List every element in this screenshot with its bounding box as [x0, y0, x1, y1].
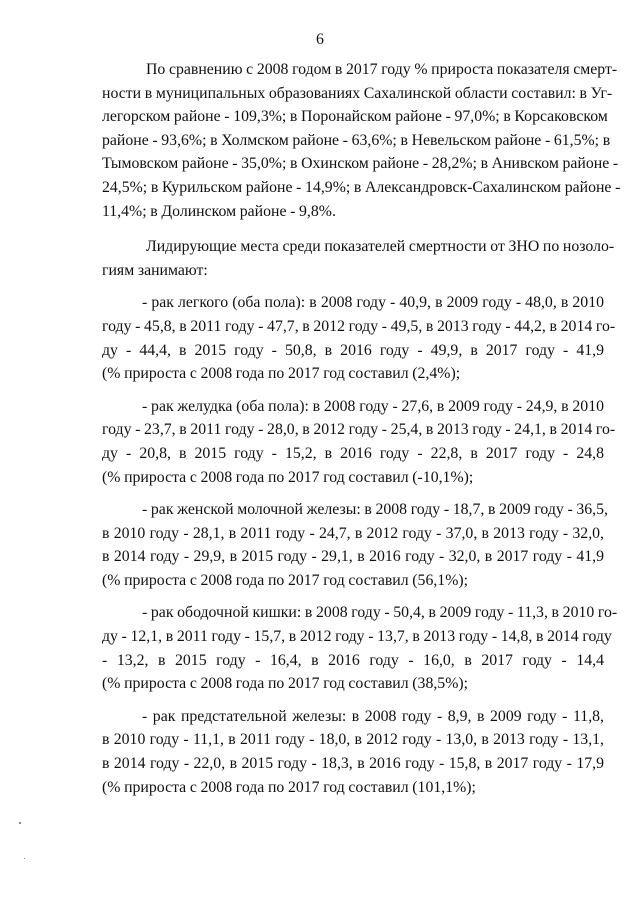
- text-line: (% прироста с 2008 года по 2017 год составил (101,1%);: [102, 778, 476, 796]
- text-line: 24,5%; в Курильском районе - 14,9%; в Александровск-Сахалинском районе -: [102, 178, 621, 196]
- text-line: (% прироста с 2008 года по 2017 год составил (-10,1%);: [102, 468, 474, 486]
- list-item-stomach: [102, 395, 616, 489]
- text-line: 11,4%; в Долинском районе - 9,8%.: [102, 202, 336, 220]
- list-item-lung: [102, 291, 616, 385]
- text-line: ду - 20,8, в 2015 году - 15,2, в 2016 году - 22,8, в 2017 году - 24,8: [102, 444, 604, 462]
- paragraph-intro: [102, 58, 621, 223]
- text-line: ду - 44,4, в 2015 году - 50,8, в 2016 году - 49,9, в 2017 году - 41,9: [102, 341, 604, 359]
- list-item-breast: [102, 498, 608, 592]
- text-line: ду - 12,1, в 2011 году - 15,7, в 2012 году - 13,7, в 2013 году - 14,8, в 2014 году: [102, 628, 612, 646]
- text-line: в 2014 году - 29,9, в 2015 году - 29,1, в 2016 году - 32,0, в 2017 году - 41,9: [102, 548, 604, 566]
- text-line: - рак ободочной кишки: в 2008 году - 50,4, в 2009 году - 11,3, в 2010 го-: [142, 604, 618, 622]
- text-line: легорском районе - 109,3%; в Поронайском районе - 97,0%; в Корсаковском: [102, 108, 608, 126]
- text-line: ности в муниципальных образованиях Сахалинской области составил: в Уг-: [102, 84, 613, 102]
- text-line: в 2014 году - 22,0, в 2015 году - 18,3, в 2016 году - 15,8, в 2017 году - 17,9: [102, 755, 604, 773]
- text-line: гиям занимают:: [102, 261, 208, 279]
- paragraph-leading: [102, 235, 615, 282]
- text-line: По сравнению с 2008 годом в 2017 году % прироста показателя смерт-: [146, 61, 618, 78]
- scan-speck: [24, 858, 25, 859]
- text-line: - рак легкого (оба пола): в 2008 году - 40,9, в 2009 году - 48,0, в 2010: [142, 294, 604, 312]
- text-line: в 2010 году - 28,1, в 2011 году - 24,7, в 2012 году - 37,0, в 2013 году - 32,0,: [102, 524, 604, 542]
- text-line: (% прироста с 2008 года по 2017 год составил (2,4%);: [102, 365, 461, 383]
- text-line: Лидирующие места среди показателей смертности от ЗНО по нозоло-: [146, 238, 615, 256]
- text-line: - рак женской молочной железы: в 2008 году - 18,7, в 2009 году - 36,5,: [142, 501, 608, 519]
- document-body: [102, 58, 621, 799]
- list-item-colon: [102, 601, 618, 695]
- text-line: - рак желудка (оба пола): в 2008 году - 27,6, в 2009 году - 24,9, в 2010: [142, 397, 604, 415]
- text-line: (% прироста с 2008 года по 2017 год составил (38,5%);: [102, 675, 469, 693]
- text-line: Тымовском районе - 35,0%; в Охинском районе - 28,2%; в Анивском районе -: [102, 155, 619, 173]
- text-line: (% прироста с 2008 года по 2017 год составил (56,1%);: [102, 571, 469, 589]
- scan-speck: [19, 822, 21, 824]
- text-line: - 13,2, в 2015 году - 16,4, в 2016 году - 16,0, в 2017 году - 14,4: [102, 651, 604, 669]
- text-line: году - 23,7, в 2011 году - 28,0, в 2012 году - 25,4, в 2013 году - 24,1, в 2014 го-: [102, 421, 616, 439]
- page-number: 6: [316, 31, 324, 48]
- list-item-prostate: [102, 705, 604, 799]
- text-line: районе - 93,6%; в Холмском районе - 63,6%; в Невельском районе - 61,5%; в: [102, 131, 611, 149]
- text-line: году - 45,8, в 2011 году - 47,7, в 2012 году - 49,5, в 2013 году - 44,2, в 2014 го-: [102, 317, 616, 335]
- text-line: - рак предстательной железы: в 2008 году - 8,9, в 2009 году - 11,8,: [142, 707, 604, 725]
- text-line: в 2010 году - 11,1, в 2011 году - 18,0, в 2012 году - 13,0, в 2013 году - 13,1,: [102, 731, 604, 749]
